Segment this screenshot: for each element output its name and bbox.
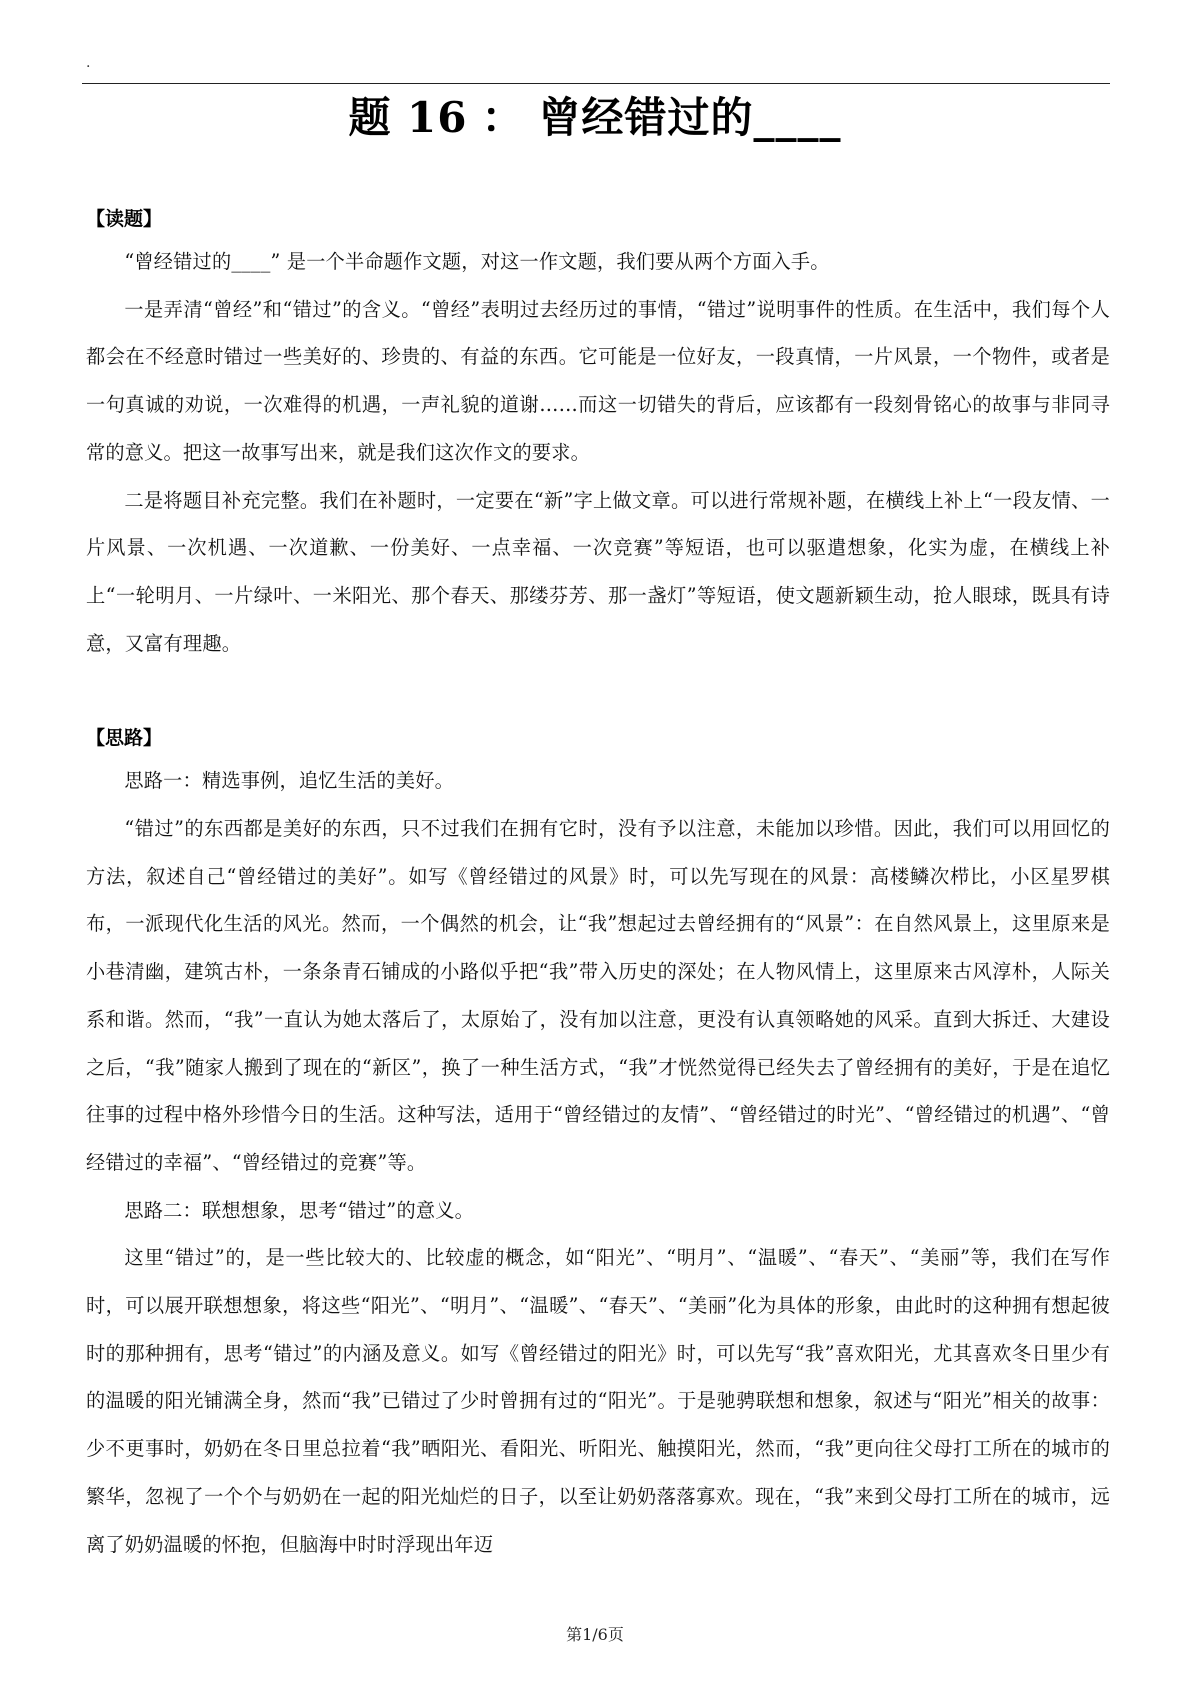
section-label-reading: 【读题】 — [86, 208, 163, 230]
title-label: 题 16 — [348, 93, 468, 142]
title-separator: ： — [481, 93, 525, 142]
paragraph: 这里“错过”的，是一些比较大的、比较虚的概念，如“阳光”、“明月”、“温暖”、“春天”、“美丽”等，我们在写作时，可以展开联想想象，将这些“阳光”、“明月”、“温暖”、“春天”、“美丽”化为具体的形象，由此时的这种拥有想起彼时的那种拥有，思考“错过”的内涵及意义。如写《曾经错过的阳光》时，可以先写“我”喜欢阳光，尤其喜欢冬日里少有的温暖的阳光铺满全身，然而“我”已错过了少时曾拥有过的“阳光”。于是驰骋联想和想象，叙述与“阳光”相关的故事：少不更事时，奶奶在冬日里总拉着“我”晒阳光、看阳光、听阳光、触摸阳光，然而，“我”更向往父母打工所在的城市的繁华，忽视了一个个与奶奶在一起的阳光灿烂的日子，以至让奶奶落落寡欢。现在，“我”来到父母打工所在的城市，远离了奶奶温暖的怀抱，但脑海中时时浮现出年迈 — [86, 1246, 1110, 1556]
paragraph: “错过”的东西都是美好的东西，只不过我们在拥有它时，没有予以注意，未能加以珍惜。因此，我们可以用回忆的方法，叙述自己“曾经错过的美好”。如写《曾经错过的风景》时，可以先写现在的风景：高楼鳞次栉比，小区星罗棋布，一派现代化生活的风光。然而，一个偶然的机会，让“我”想起过去曾经拥有的“风景”：在自然风景上，这里原来是小巷清幽，建筑古朴，一条条青石铺成的小路似乎把“我”带入历史的深处；在人物风情上，这里原来古风淳朴，人际关系和谐。然而，“我”一直认为她太落后了，太原始了，没有加以注意，更没有认真领略她的风采。直到大拆迁、大建设之后，“我”随家人搬到了现在的“新区”，换了一种生活方式，“我”才恍然觉得已经失去了曾经拥有的美好，于是在追忆往事的过程中格外珍惜今日的生活。这种写法，适用于“曾经错过的友情”、“曾经错过的时光”、“曾经错过的机遇”、“曾经错过的幸福”、“曾经错过的竞赛”等。 — [86, 817, 1110, 1174]
header-rule — [82, 83, 1110, 84]
paragraph: 思路一：精选事例，追忆生活的美好。 — [124, 769, 454, 793]
page-title — [0, 88, 1190, 148]
document-body — [86, 200, 1110, 1568]
paragraph: 二是将题目补充完整。我们在补题时，一定要在“新”字上做文章。可以进行常规补题，在横线上补上“一段友情、一片风景、一次机遇、一次道歉、一份美好、一点幸福、一次竞赛”等短语，也可以驱遣想象，化实为虚，在横线上补上“一轮明月、一片绿叶、一米阳光、那个春天、那缕芬芳、那一盏灯”等短语，使文题新颖生动，抢人眼球，既具有诗意，又富有理趣。 — [86, 488, 1110, 655]
section-spacer — [86, 667, 1110, 719]
paragraph: 思路二：联想想象，思考“错过”的意义。 — [124, 1198, 474, 1222]
paragraph: “曾经错过的____” 是一个半命题作文题，对这一作文题，我们要从两个方面入手。 — [124, 250, 830, 273]
header-mark: . — [86, 55, 91, 71]
title-text: 曾经错过的____ — [538, 93, 842, 142]
paragraph: 一是弄清“曾经”和“错过”的含义。“曾经”表明过去经历过的事情，“错过”说明事件的性质。在生活中，我们每个人都会在不经意时错过一些美好的、珍贵的、有益的东西。它可能是一位好友，一段真情，一片风景，一个物件，或者是一句真诚的劝说，一次难得的机遇，一声礼貌的道谢……而这一切错失的背后，应该都有一段刻骨铭心的故事与非同寻常的意义。把这一故事写出来，就是我们这次作文的要求。 — [86, 297, 1110, 464]
section-label-thinking: 【思路】 — [86, 727, 163, 750]
page-indicator: 第1/6页 — [566, 1625, 624, 1644]
